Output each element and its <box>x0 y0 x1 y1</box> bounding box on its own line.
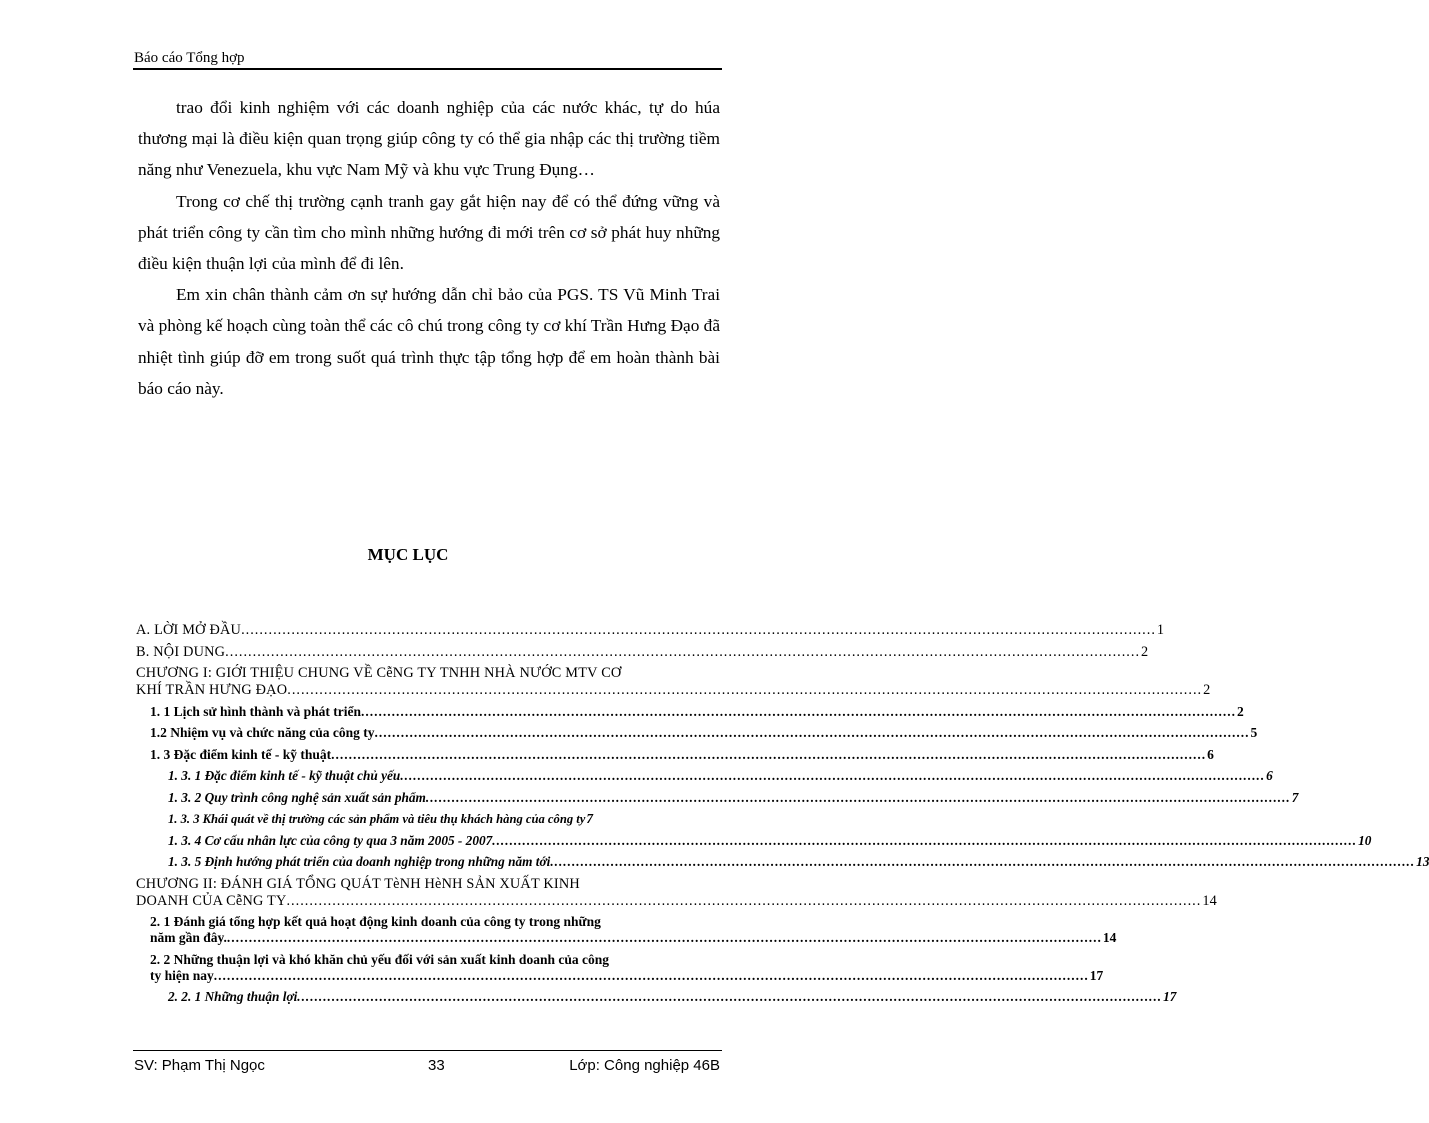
toc-entry[interactable] <box>136 854 1429 876</box>
toc-entry[interactable] <box>136 892 1218 915</box>
footer-rule <box>133 1050 722 1051</box>
footer-student: SV: Phạm Thị Ngọc <box>134 1057 265 1074</box>
body-paragraph: trao đổi kinh nghiệm với các doanh nghiệp của các nước khác, tự do húa thương mại là điều kiện quan trọng giúp công ty có thể gia nhập các thị trường tiềm năng như Venezuela, khu vực Nam Mỹ và khu vực Trung Đụng… <box>138 98 720 180</box>
toc-heading: MỤC LỤC <box>367 545 449 564</box>
toc-entry[interactable] <box>136 989 1177 1011</box>
toc-entry[interactable] <box>136 682 1211 704</box>
toc-entry[interactable] <box>136 703 1244 726</box>
toc-entry-title: A. LỜI MỞ ĐẦU <box>136 622 242 638</box>
body-text <box>138 92 720 404</box>
footer-class: Lớp: Công nghiệp 46B <box>569 1057 720 1074</box>
toc-entry-title: 1.2 Nhiệm vụ và chức năng của công ty <box>150 725 375 740</box>
toc-entry[interactable] <box>136 725 1258 747</box>
toc-entry-page: 14 <box>1202 892 1218 909</box>
header-title: Báo cáo Tổng hợp <box>134 50 245 66</box>
toc-entry-page: 14 <box>1102 930 1117 945</box>
toc-entry[interactable] <box>136 930 1117 952</box>
toc-entry-line1[interactable]: CHƯƠNG II: ĐÁNH GIÁ TỔNG QUÁT TèNH HèNH SẢN XUẤT KINH <box>136 875 580 892</box>
toc-entry-page: 13 <box>1416 854 1429 869</box>
header-rule <box>133 68 722 70</box>
toc-entry[interactable] <box>136 967 1104 990</box>
toc-entry-page: 7 <box>586 811 594 826</box>
toc-entry-page: 2 <box>1141 643 1149 660</box>
toc-entry-title: 1. 1 Lịch sử hình thành và phát triển <box>150 703 362 719</box>
toc-entry-title: ty hiện nay <box>150 967 214 983</box>
toc-entry-title: 1. 3 Đặc điểm kinh tế - kỹ thuật <box>150 746 332 762</box>
table-of-contents <box>136 622 1429 1011</box>
toc-entry-title: 1. 3. 2 Quy trình công nghệ sản xuất sản phẩm <box>168 789 426 805</box>
body-paragraph: Trong cơ chế thị trường cạnh tranh gay gắt hiện nay để có thể đứng vững và phát triển công ty cần tìm cho mình những hướng đi mới trên cơ sở phát huy những điều kiện thuận lợi của mình để đi lên. <box>138 191 720 274</box>
toc-entry-page: 17 <box>1163 989 1177 1004</box>
toc-entry-title: 1. 3. 3 Khái quát về thị trường các sản phẩm và tiêu thụ khách hàng của công ty <box>168 812 586 826</box>
toc-entry-title: 1. 3. 5 Định hướng phát triển của doanh nghiệp trong những năm tới <box>168 854 551 869</box>
toc-entry-page: 2 <box>1237 703 1244 719</box>
toc-entry-page: 6 <box>1207 746 1214 762</box>
toc-entry-page: 10 <box>1358 832 1372 848</box>
toc-entry[interactable] <box>136 789 1299 812</box>
toc-entry[interactable] <box>136 746 1214 769</box>
toc-entry[interactable] <box>136 622 1165 644</box>
toc-entry[interactable] <box>136 643 1149 666</box>
toc-entry-page: 5 <box>1250 725 1258 740</box>
body-paragraph: Em xin chân thành cảm ơn sự hướng dẫn chỉ bảo của PGS. TS Vũ Minh Trai và phòng kế hoạch cùng toàn thể các cô chú trong công ty cơ khí Trần Hưng Đạo đã nhiệt tình giúp đỡ em trong suốt quá trình thực tập tổng hợp để em hoàn thành bài báo cáo này. <box>138 285 720 398</box>
toc-entry-title: 2. 2. 1 Những thuận lợi <box>168 989 298 1004</box>
toc-entry-page: 1 <box>1156 622 1165 638</box>
toc-entry-line1[interactable]: 2. 1 Đánh giá tổng hợp kết quả hoạt động kinh doanh của công ty trong những <box>150 914 601 929</box>
toc-entry-line1[interactable]: 2. 2 Những thuận lợi và khó khăn chủ yếu đối với sản xuất kinh doanh của công <box>150 951 609 967</box>
toc-entry-page: 17 <box>1089 967 1104 983</box>
toc-entry-line1[interactable]: CHƯƠNG I: GIỚI THIỆU CHUNG VỀ CễNG TY TNHH NHÀ NƯỚC MTV CƠ <box>136 665 622 681</box>
toc-entry-title: DOANH CỦA CễNG TY <box>136 892 287 909</box>
toc-entry-title: B. NỘI DUNG <box>136 643 226 660</box>
toc-entry-title: năm gần đây. <box>150 930 227 945</box>
toc-entry[interactable] <box>136 768 1273 790</box>
toc-entry[interactable] <box>136 811 720 833</box>
toc-entry-page: 6 <box>1266 768 1273 783</box>
toc-entry-title: 1. 3. 1 Đặc điểm kinh tế - kỹ thuật chủ yếu <box>168 768 401 783</box>
toc-entry-title: 1. 3. 4 Cơ cấu nhân lực của công ty qua 3 năm 2005 - 2007 <box>168 832 493 848</box>
toc-entry[interactable] <box>136 832 1372 855</box>
toc-entry-page: 2 <box>1203 682 1211 698</box>
toc-entry-title: KHÍ TRẦN HƯNG ĐẠO <box>136 682 288 698</box>
toc-entry-page: 7 <box>1291 789 1299 805</box>
footer-page-number: 33 <box>428 1057 445 1074</box>
